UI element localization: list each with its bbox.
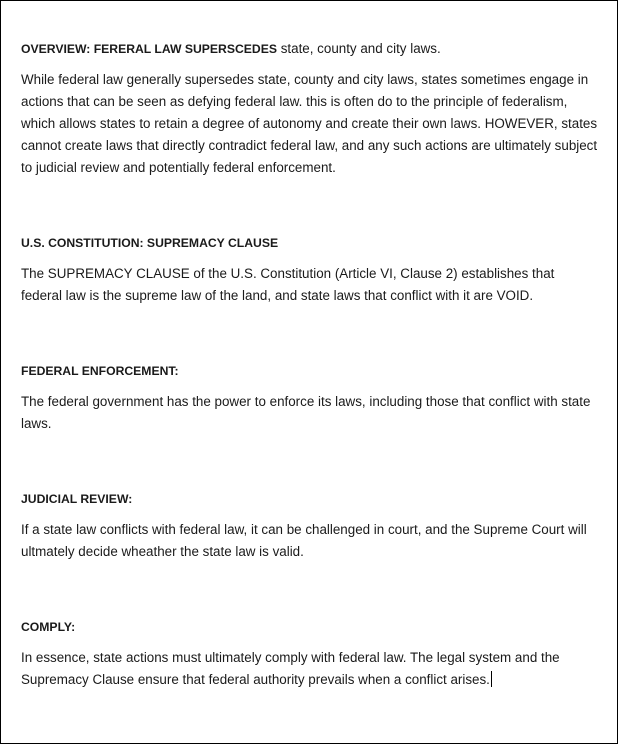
section-judicial-review	[21, 488, 599, 563]
section-comply	[21, 616, 599, 691]
judicial-body: If a state law conflicts with federal law, it can be challenged in court, and the Supreme Court will ultmately decide wheather the state law is valid.	[21, 522, 587, 559]
overview-heading-bold: OVERVIEW: FERERAL LAW SUPERSCEDES	[21, 42, 277, 56]
text-cursor	[491, 671, 492, 687]
overview-body: While federal law generally supersedes state, county and city laws, states sometimes engage in actions that can be seen as defying federal law. this is often do to the principle of federalism, which allows states to retain a degree of autonomy and create their own laws. HOWEVER, states cannot create laws that directly contradict federal law, and any such actions are ultimately subject to judicial review and potentially federal enforcement.	[21, 72, 598, 175]
comply-heading: COMPLY:	[21, 620, 76, 634]
comply-paragraph	[21, 647, 599, 691]
supremacy-heading: U.S. CONSTITUTION: SUPREMACY CLAUSE	[21, 236, 279, 250]
comply-body: In essence, state actions must ultimately comply with federal law. The legal system and the Supremacy Clause ensure that federal authority prevails when a conflict arises.	[21, 650, 560, 687]
supremacy-body: The SUPREMACY CLAUSE of the U.S. Constitution (Article VI, Clause 2) establishes that federal law is the supreme law of the land, and state laws that conflict with it are VOID.	[21, 266, 555, 303]
overview-heading-rest: state, county and city laws.	[276, 41, 441, 56]
overview-heading	[21, 38, 599, 60]
section-overview	[21, 38, 599, 179]
judicial-heading: JUDICIAL REVIEW:	[21, 492, 133, 506]
enforcement-heading: FEDERAL ENFORCEMENT:	[21, 364, 179, 378]
enforcement-body: The federal government has the power to enforce its laws, including those that conflict with state laws.	[21, 394, 591, 431]
section-federal-enforcement	[21, 360, 599, 435]
section-supremacy-clause	[21, 232, 599, 307]
